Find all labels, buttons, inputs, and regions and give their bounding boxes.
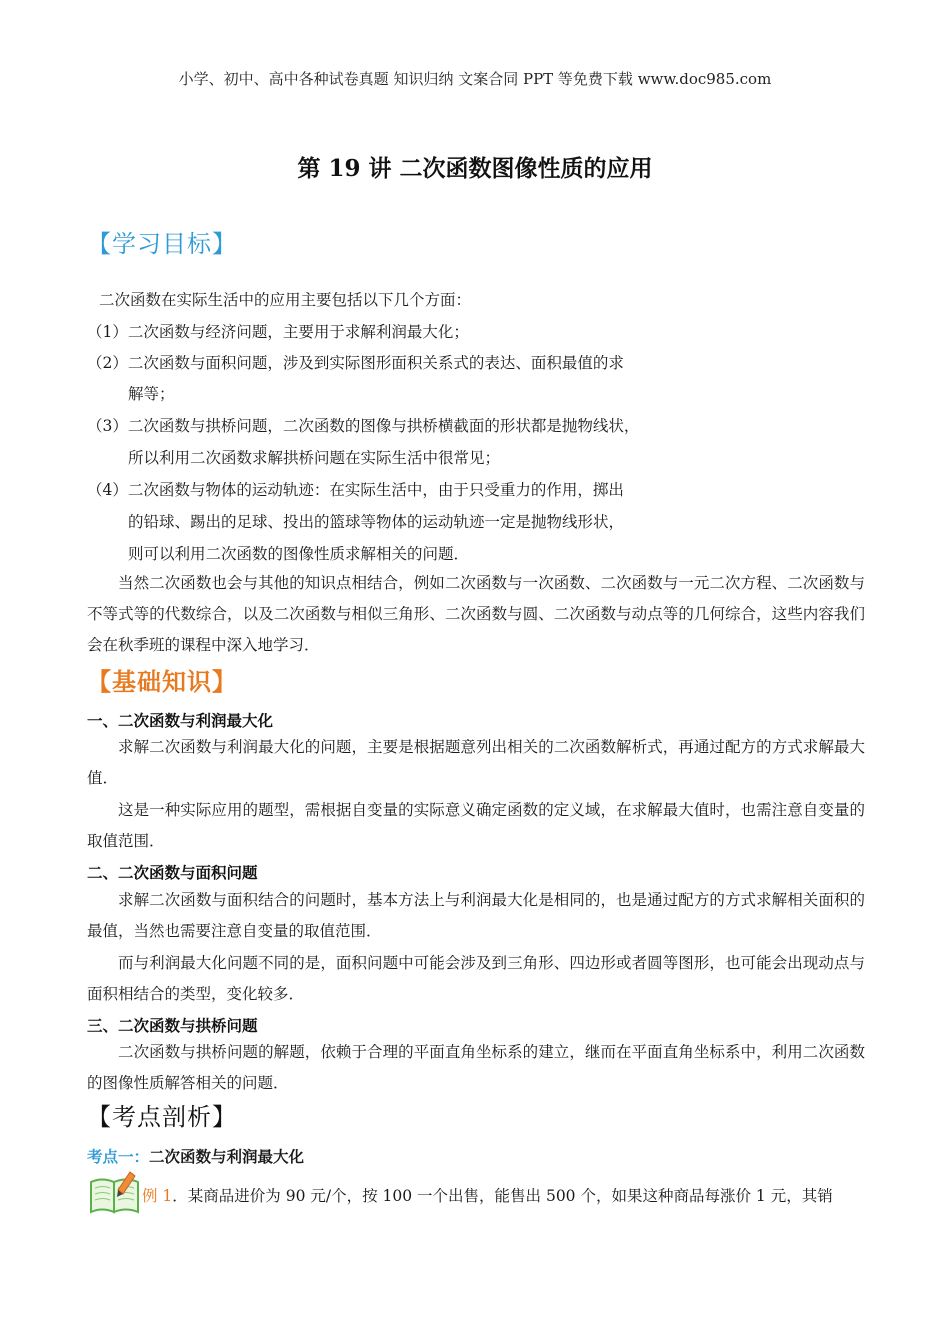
page-header: 小学、初中、高中各种试卷真题 知识归纳 文案合同 PPT 等免费下载 www.doc985.com bbox=[178, 70, 772, 88]
goal-item-4-cont-2: 则可以利用二次函数的图像性质求解相关的问题． bbox=[128, 545, 470, 563]
basics-paragraph-2b: 而与利润最大化问题不同的是，面积问题中可能会涉及到三角形、四边形或者圆等图形，也可能会出现动点与面积相结合的类型，变化较多． bbox=[87, 954, 865, 1003]
basics-heading-2: 二、二次函数与面积问题 bbox=[87, 864, 258, 882]
goal-item-3-cont: 所以利用二次函数求解拱桥问题在实际生活中很常见； bbox=[128, 449, 501, 467]
basics-heading-3: 三、二次函数与拱桥问题 bbox=[87, 1017, 258, 1035]
section-learning-goals: 【学习目标】 bbox=[87, 230, 237, 258]
goal-item-4: （4）二次函数与物体的运动轨迹：在实际生活中，由于只受重力的作用，掷出 bbox=[87, 481, 624, 499]
example-1-text: ．某商品进价为 90 元/个，按 100 一个出售，能售出 500 个，如果这种商品每涨价 1 元，其销 bbox=[172, 1187, 833, 1205]
basics-paragraph-1b: 这是一种实际应用的题型，需根据自变量的实际意义确定函数的定义域，在求解最大值时，也需注意自变量的取值范围． bbox=[87, 801, 865, 850]
exam-point-title: 二次函数与利润最大化 bbox=[149, 1148, 305, 1166]
section-basic-knowledge: 【基础知识】 bbox=[87, 667, 237, 696]
basics-paragraph-3: 二次函数与拱桥问题的解题，依赖于合理的平面直角坐标系的建立，继而在平面直角坐标系中，利用二次函数的图像性质解答相关的问题． bbox=[87, 1043, 865, 1092]
goal-item-2-cont: 解等； bbox=[128, 385, 175, 403]
example-1 bbox=[142, 1184, 833, 1206]
book-pencil-icon bbox=[88, 1168, 142, 1216]
goal-item-3: （3）二次函数与拱桥问题，二次函数的图像与拱桥横截面的形状都是抛物线状， bbox=[87, 417, 640, 435]
exam-point-heading bbox=[87, 1145, 304, 1167]
goals-closing-paragraph: 当然二次函数也会与其他的知识点相结合，例如二次函数与一次函数、二次函数与一元二次方程、二次函数与不等式等的代数综合，以及二次函数与相似三角形、二次函数与圆、二次函数与动点等的几何综合，这些内容我们会在秋季班的课程中深入地学习． bbox=[87, 574, 865, 654]
basics-paragraph-1a: 求解二次函数与利润最大化的问题，主要是根据题意列出相关的二次函数解析式，再通过配方的方式求解最大值． bbox=[87, 738, 865, 787]
goal-item-4-cont-1: 的铅球、踢出的足球、投出的篮球等物体的运动轨迹一定是抛物线形状， bbox=[128, 513, 625, 531]
basics-heading-1: 一、二次函数与利润最大化 bbox=[87, 712, 274, 730]
example-1-label: 例 1 bbox=[142, 1187, 173, 1205]
exam-point-label: 考点一： bbox=[87, 1148, 150, 1166]
goal-item-2: （2）二次函数与面积问题，涉及到实际图形面积关系式的表达、面积最值的求 bbox=[87, 354, 624, 372]
goals-intro: 二次函数在实际生活中的应用主要包括以下几个方面： bbox=[99, 291, 472, 309]
section-exam-analysis: 【考点剖析】 bbox=[87, 1103, 237, 1131]
goal-item-1: （1）二次函数与经济问题，主要用于求解利润最大化； bbox=[87, 323, 469, 341]
page-title: 第 19 讲 二次函数图像性质的应用 bbox=[297, 155, 653, 182]
basics-paragraph-2a: 求解二次函数与面积结合的问题时，基本方法上与利润最大化是相同的，也是通过配方的方式求解相关面积的最值，当然也需要注意自变量的取值范围． bbox=[87, 891, 865, 940]
